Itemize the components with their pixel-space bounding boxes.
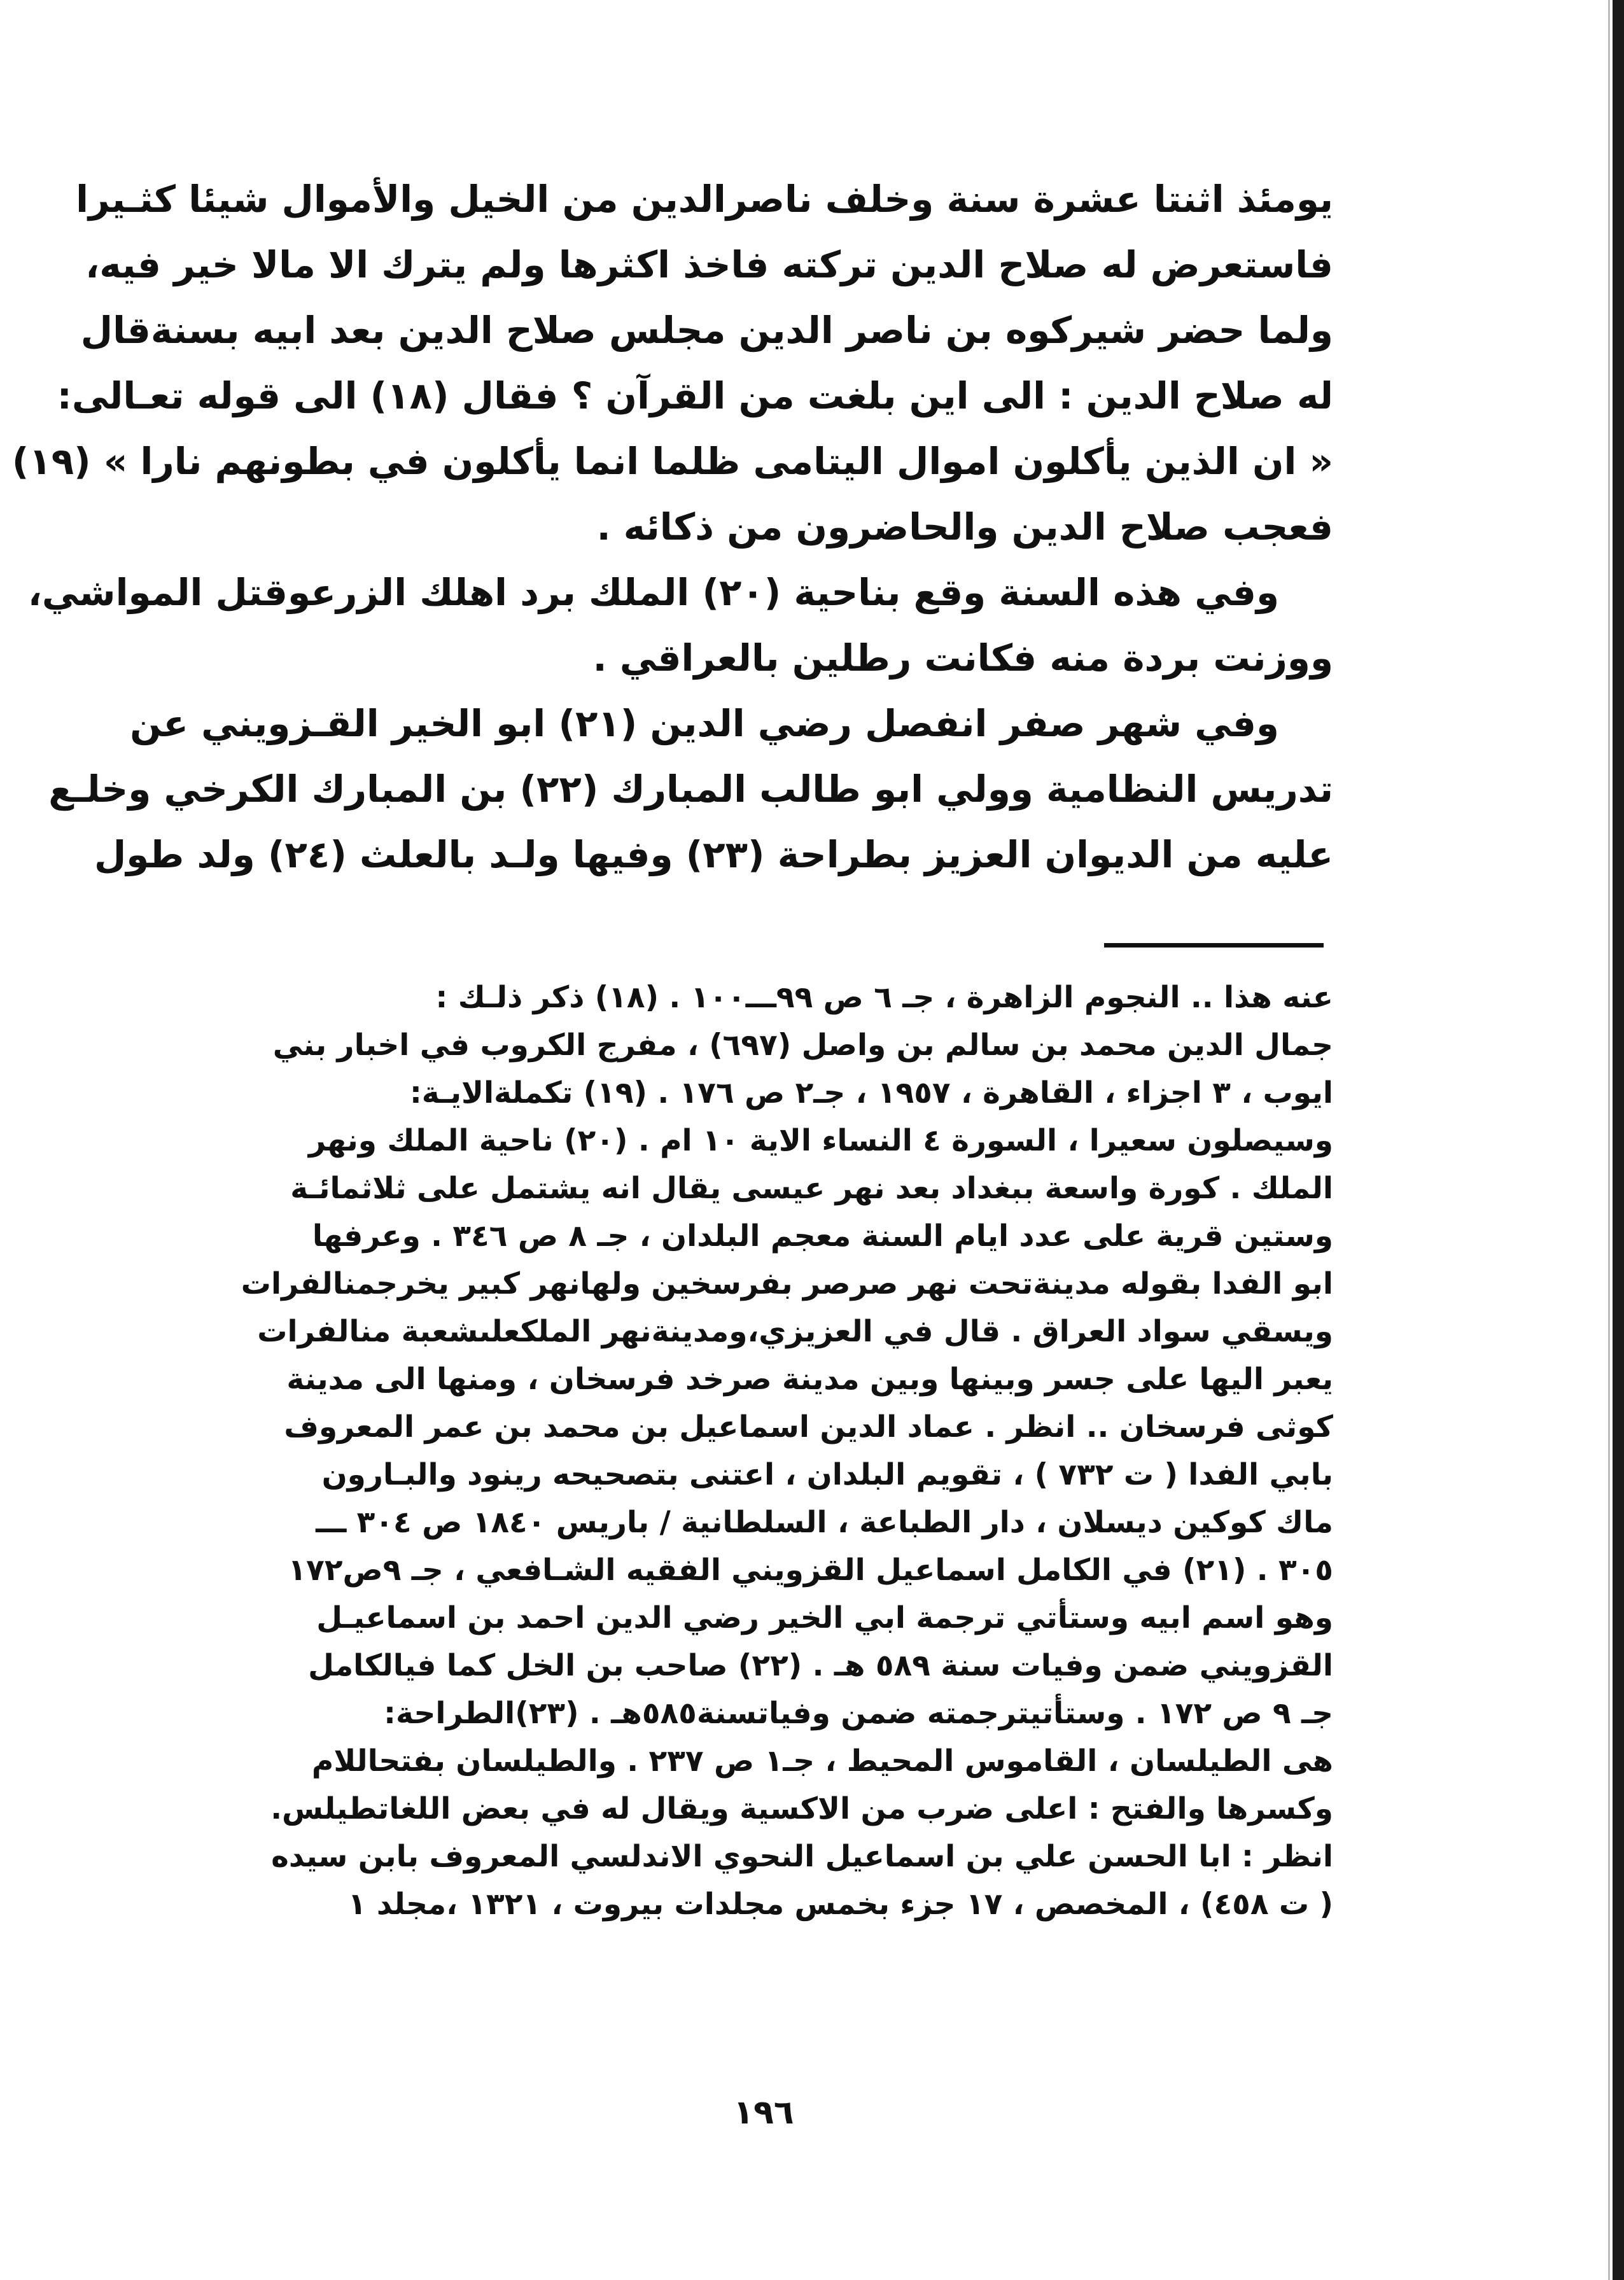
main-text-line: له صلاح الدين : الى اين بلغت من القرآن ؟ فقال (١٨) الى قوله تعـالى:	[57, 374, 1333, 417]
main-text-line: ولما حضر شيركوه بن ناصر الدين مجلس صلاح الدين بعد ابيه بسنةقال	[80, 309, 1333, 352]
main-text-line: وفي شهر صفر انفصل رضي الدين (٢١) ابو الخير القـزويني عن	[130, 702, 1279, 745]
footnote-line: جـ ٩ ص ١٧٢ . وستأتيترجمته ضمن وفياتسنة٥٨٥هـ . (٢٣)الطراحة:	[384, 1696, 1333, 1731]
footnotes-block	[178, 974, 1333, 1928]
footnote-line: كوثى فرسخان .. انظر . عماد الدين اسماعيل بن محمد بن عمر المعروف	[284, 1409, 1333, 1444]
main-text-line: فاستعرض له صلاح الدين تركته فاخذ اكثرها ولم يترك الا مالا خير فيه،	[85, 243, 1333, 286]
main-text-block	[11, 167, 1333, 888]
page-number: ١٩٦	[733, 2094, 794, 2132]
footnote-line: وكسرها والفتح : اعلى ضرب من الاكسية ويقال له في بعض اللغاتطيلس.	[270, 1791, 1333, 1826]
footnote-line: ٣٠٥ . (٢١) في الكامل اسماعيل القزويني الفقيه الشـافعي ، جـ ٩ص١٧٢	[288, 1553, 1333, 1588]
main-text-line: يومئذ اثنتا عشرة سنة وخلف ناصرالدين من الخيل والأموال شيئا كثـيرا	[76, 178, 1333, 221]
footnote-line: وهو اسم ابيه وستأتي ترجمة ابي الخير رضي الدين احمد بن اسماعيـل	[316, 1600, 1333, 1635]
main-text-line: « ان الذين يأكلون اموال اليتامى ظلما انما يأكلون في بطونهم نارا » (١٩)	[11, 440, 1333, 483]
footnote-line: يعبر اليها على جسر وبينها وبين مدينة صرخد فرسخان ، ومنها الى مدينة	[286, 1362, 1333, 1397]
footnote-divider	[1104, 943, 1324, 948]
footnote-line: هى الطيلسان ، القاموس المحيط ، جـ١ ص ٢٣٧ . والطيلسان بفتحاللام	[311, 1744, 1333, 1779]
footnote-line: بابي الفدا ( ت ٧٣٢ ) ، تقويم البلدان ، اعتنى بتصحيحه رينود والبـارون	[321, 1457, 1333, 1492]
footnote-line: ايوب ، ٣ اجزاء ، القاهرة ، ١٩٥٧ ، جـ٢ ص ١٧٦ . (١٩) تكملةالايـة:	[410, 1075, 1333, 1110]
main-text-line: فعجب صلاح الدين والحاضرون من ذكائه .	[596, 505, 1333, 549]
page-edge-border	[1613, 0, 1624, 2280]
footnote-line: القزويني ضمن وفيات سنة ٥٨٩ هـ . (٢٢) صاحب بن الخل كما فيالكامل	[308, 1648, 1333, 1683]
main-text-line: تدريس النظامية وولي ابو طالب المبارك (٢٢) بن المبارك الكرخي وخلـع	[48, 767, 1333, 811]
footnote-line: انظر : ابا الحسن علي بن اسماعيل النحوي الاندلسي المعروف بابن سيده	[271, 1839, 1333, 1874]
main-text-line: ووزنت بردة منه فكانت رطلين بالعراقي .	[592, 636, 1333, 680]
footnote-line: وستين قرية على عدد ايام السنة معجم البلدان ، جـ ٨ ص ٣٤٦ . وعرفها	[312, 1219, 1333, 1254]
main-text-line: عليه من الديوان العزيز بطراحة (٢٣) وفيها ولـد بالعلث (٢٤) ولد طول	[94, 833, 1333, 876]
footnote-line: ماك كوكين ديسلان ، دار الطباعة ، السلطانية / باريس ١٨٤٠ ص ٣٠٤ ـــ	[316, 1505, 1333, 1540]
main-text-line: وفي هذه السنة وقع بناحية (٢٠) الملك برد اهلك الزرعوقتل المواشي،	[27, 571, 1279, 614]
footnote-line: ويسقي سواد العراق . قال في العزيزي،ومدينةنهر الملكعلىشعبة منالفرات	[257, 1314, 1333, 1349]
footnote-line: ابو الفدا بقوله مدينةتحت نهر صرصر بفرسخين ولهانهر كبير يخرجمنالفرات	[241, 1266, 1333, 1301]
footnote-line: عنه هذا .. النجوم الزاهرة ، جـ ٦ ص ٩٩ـــ١٠٠ . (١٨) ذكر ذلـك :	[435, 980, 1333, 1015]
footnote-line: الملك . كورة واسعة ببغداد بعد نهر عيسى يقال انه يشتمل على ثلاثمائـة	[290, 1171, 1333, 1206]
footnote-line: ( ت ٤٥٨) ، المخصص ، ١٧ جزء بخمس مجلدات بيروت ، ١٣٢١ ،مجلد ١	[347, 1887, 1333, 1922]
page-edge-line	[1608, 0, 1610, 2280]
footnote-line: وسيصلون سعيرا ، السورة ٤ النساء الاية ١٠ ام . (٢٠) ناحية الملك ونهر	[308, 1123, 1333, 1158]
footnote-line: جمال الدين محمد بن سالم بن واصل (٦٩٧) ، مفرج الكروب في اخبار بني	[272, 1028, 1333, 1063]
